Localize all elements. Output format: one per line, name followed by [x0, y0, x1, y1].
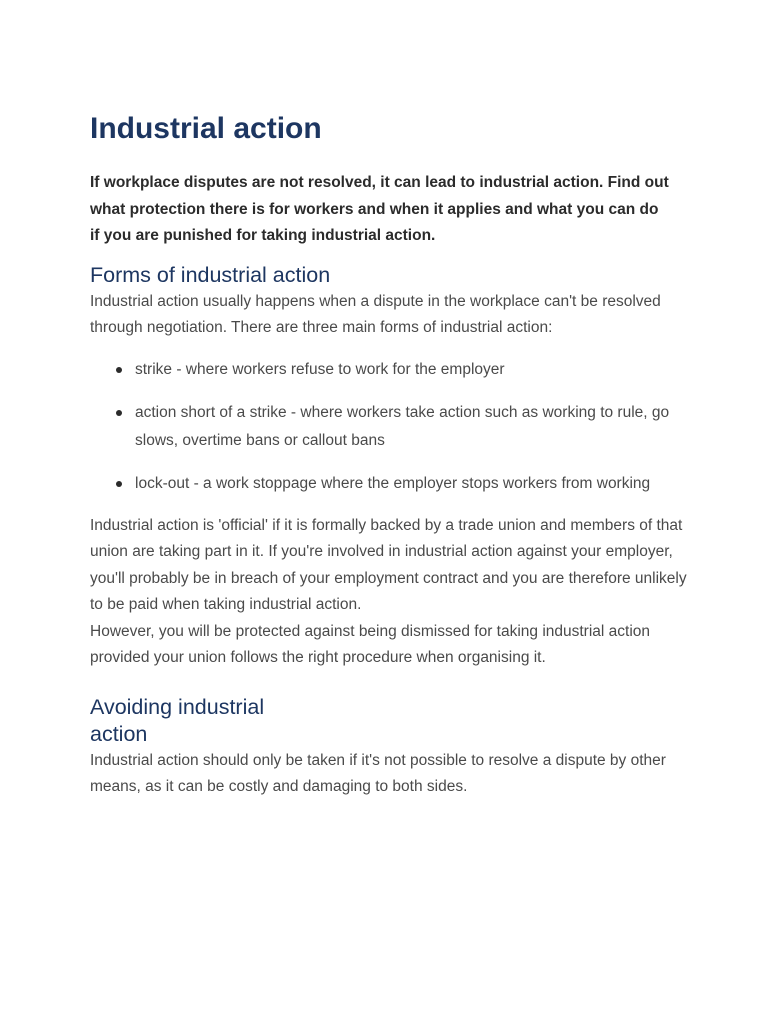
bullet-dot-icon [116, 410, 122, 416]
list-item-text: lock-out - a work stoppage where the employer stops workers from working [135, 474, 651, 492]
forms-paragraph-protection: However, you will be protected against being dismissed for taking industrial action provided your union follows the right procedure when organising it. [90, 622, 651, 666]
forms-paragraph-official: Industrial action is 'official' if it is formally backed by a trade union and members of that union are taking part in it. If you're involved in industrial action against your employer, you'll probably be in breach of your employment contract and you are therefore unlikely to be paid when taking industrial action. [90, 516, 687, 613]
avoiding-paragraph: Industrial action should only be taken if it's not possible to resolve a dispute by other means, as it can be costly and damaging to both sides. [90, 751, 666, 795]
page-title: Industrial action [90, 112, 322, 145]
list-item-action-short [135, 399, 675, 455]
section-heading-forms: Forms of industrial action [90, 262, 331, 287]
list-item-text: strike - where workers refuse to work for the employer [135, 360, 505, 378]
bullet-dot-icon [116, 367, 122, 373]
list-item-lock-out [135, 470, 675, 498]
article-content [90, 110, 690, 801]
forms-bullet-list [90, 356, 690, 498]
list-item-text: action short of a strike - where workers take action such as working to rule, go slows, overtime bans or callout bans [135, 403, 670, 449]
forms-paragraph-intro: Industrial action usually happens when a dispute in the workplace can't be resolved through negotiation. There are three main forms of industrial action: [90, 292, 661, 336]
bullet-dot-icon [116, 481, 122, 487]
list-item-strike [135, 356, 675, 384]
intro-summary: If workplace disputes are not resolved, it can lead to industrial action. Find out what protection there is for workers and when it applies and what you can do if you are punished for taking industrial action. [90, 174, 669, 244]
section-heading-avoiding: Avoiding industrial action [90, 694, 265, 746]
